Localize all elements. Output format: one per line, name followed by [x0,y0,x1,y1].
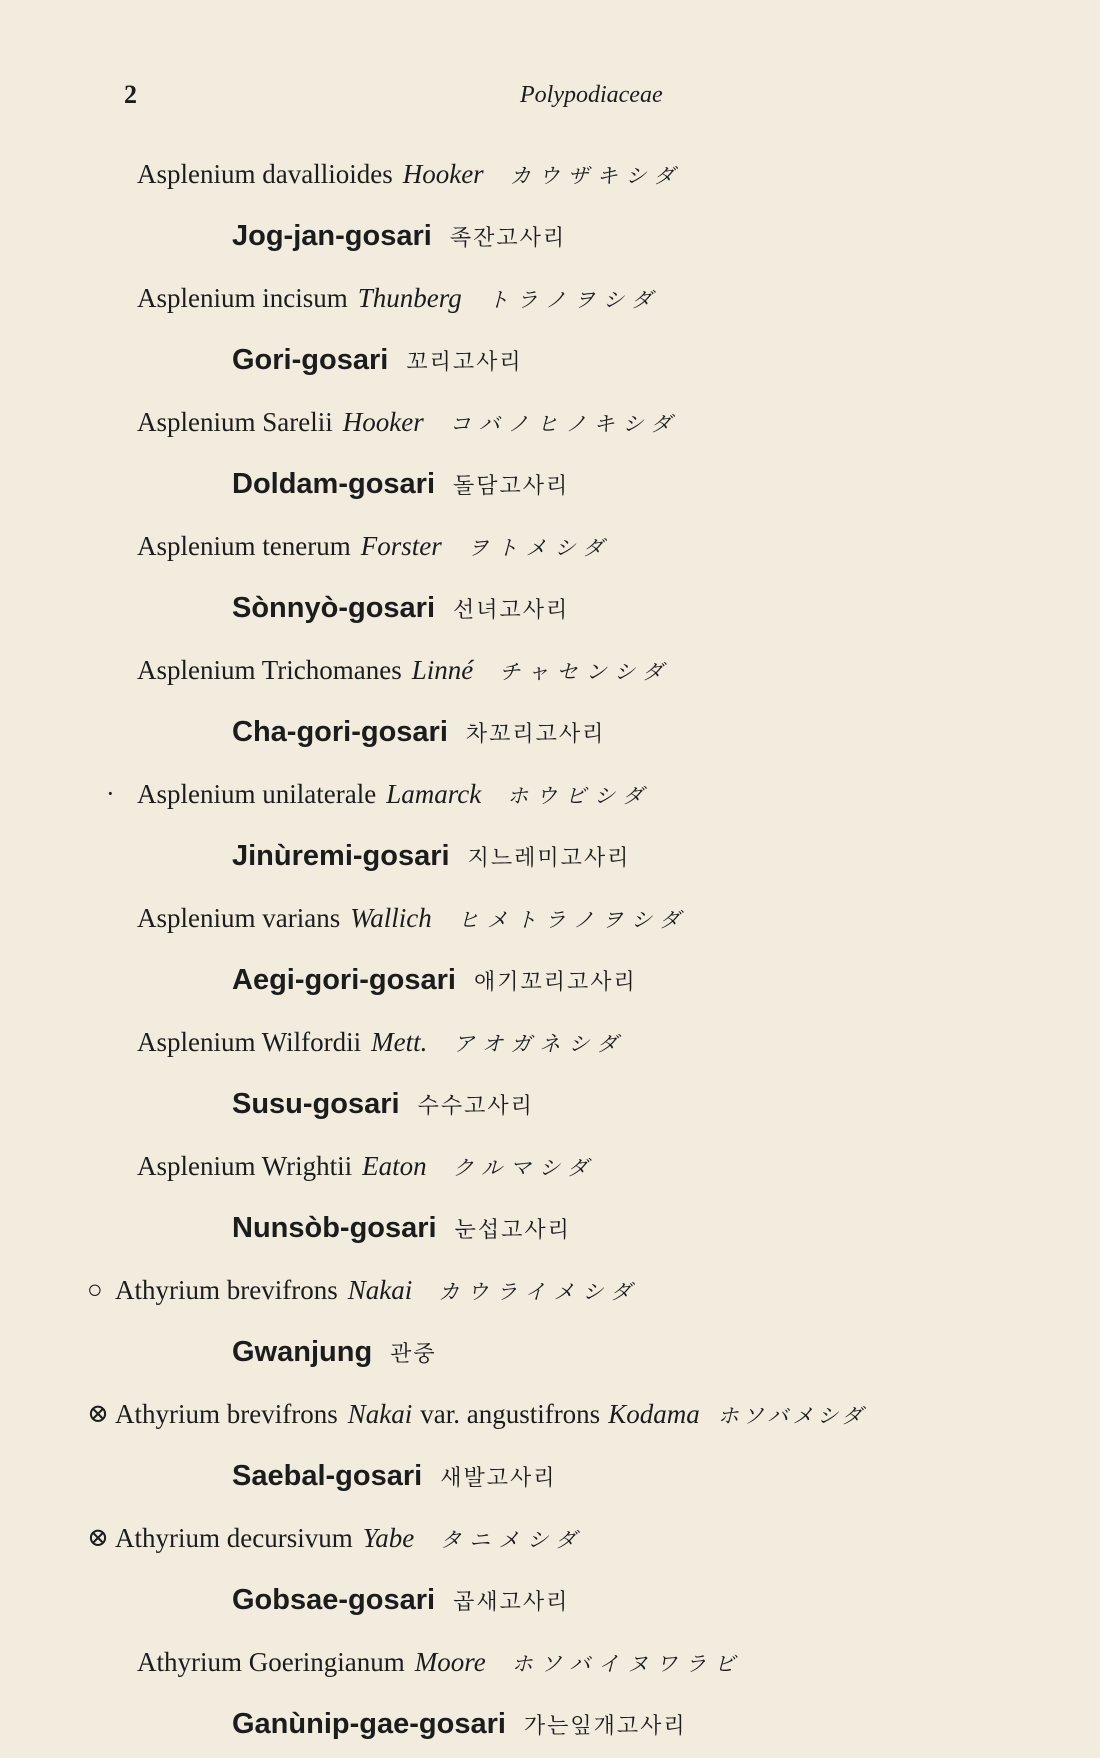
genus-species: Asplenium Trichomanes [137,655,402,685]
author-name: Nakai [347,1275,413,1305]
korean-name-line [0,825,1100,887]
scientific-name-line [0,143,1100,205]
korean-romanized: Nunsòb-gosari [232,1212,437,1244]
korean-romanized: Gwanjung [232,1336,373,1368]
korean-hangul: 가는잎개고사리 [523,1714,687,1739]
author-name: Thunberg [357,283,462,313]
author-name: Hooker [402,159,484,189]
korean-romanized: Sònnyò-gosari [232,592,436,624]
korean-romanized: Ganùnip-gae-gosari [232,1708,506,1740]
scientific-name-line [0,1383,1100,1445]
korean-name-line [0,1693,1100,1755]
species-entry [0,1135,1100,1259]
korean-romanized: Doldam-gosari [232,468,436,500]
korean-romanized: Jog-jan-gosari [232,220,432,252]
variety-author: Kodama [608,1399,700,1429]
scientific-name-line [0,1507,1100,1569]
species-entry [0,763,1100,887]
korean-hangul: 족잔고사리 [449,226,567,251]
japanese-name: カウライメシダ [438,1280,640,1304]
japanese-name: カウザキシダ [509,164,683,188]
entry-marker: ⊗ [87,1523,109,1552]
genus-species: Athyrium brevifrons [115,1275,338,1305]
korean-romanized: Gobsae-gosari [232,1584,436,1616]
genus-species: Asplenium tenerum [137,531,351,561]
author-name: Linné [411,655,474,685]
korean-hangul: 애기꼬리고사리 [473,970,637,995]
scientific-name-line [0,1259,1100,1321]
scientific-name-line [0,639,1100,701]
korean-name-line [0,701,1100,763]
korean-name-line [0,453,1100,515]
author-name: Wallich [350,903,432,933]
species-entry [0,267,1100,391]
species-entry [0,1383,1100,1507]
genus-species: Athyrium brevifrons [115,1399,338,1429]
author-name: Lamarck [386,779,482,809]
korean-hangul: 꼬리고사리 [406,350,523,375]
scientific-name-line [0,763,1100,825]
japanese-name: ヲトメシダ [467,536,612,560]
japanese-name: チャセンシダ [499,660,672,684]
japanese-name: ホソバメシダ [717,1404,867,1428]
japanese-name: アオガネシダ [453,1032,626,1056]
japanese-name: トラノヲシダ [487,288,661,312]
japanese-name: コバノヒノキシダ [449,412,680,436]
genus-species: Asplenium Wrightii [137,1151,353,1181]
species-entry [0,1507,1100,1631]
korean-name-line [0,1445,1100,1507]
korean-romanized: Saebal-gosari [232,1460,423,1492]
entry-marker: · [106,779,115,808]
variety-name: var. angustifrons [420,1399,601,1429]
genus-species: Athyrium Goeringianum [137,1647,405,1677]
korean-hangul: 새발고사리 [440,1466,557,1491]
scientific-name-line [0,887,1100,949]
korean-romanized: Jinùremi-gosari [232,840,450,872]
korean-name-line [0,1321,1100,1383]
author-name: Moore [414,1647,486,1677]
scientific-name-line [0,267,1100,329]
korean-hangul: 수수고사리 [417,1094,534,1119]
korean-name-line [0,205,1100,267]
species-list [0,143,1100,1755]
scientific-name-line [0,391,1100,453]
japanese-name: タニメシダ [440,1528,585,1552]
species-entry [0,1259,1100,1383]
korean-name-line [0,949,1100,1011]
korean-hangul: 차꼬리고사리 [465,722,606,747]
author-name: Nakai [347,1399,413,1429]
species-entry [0,887,1100,1011]
scientific-name-line [0,1631,1100,1693]
korean-hangul: 지느레미고사리 [467,846,631,871]
korean-name-line [0,1073,1100,1135]
korean-hangul: 곱새고사리 [453,1590,570,1615]
korean-hangul: 돌담고사리 [453,474,570,499]
korean-hangul: 눈섭고사리 [454,1218,571,1243]
japanese-name: ホソバイヌワラビ [511,1652,744,1676]
species-entry [0,391,1100,515]
japanese-name: ヒメトラノヲシダ [457,908,689,932]
scientific-name-line [0,1011,1100,1073]
korean-romanized: Aegi-gori-gosari [232,964,456,996]
japanese-name: クルマシダ [452,1156,597,1180]
author-name: Mett. [371,1027,428,1057]
japanese-name: ホウビシダ [507,784,652,808]
korean-romanized: Cha-gori-gosari [232,716,448,748]
genus-species: Asplenium davallioides [137,159,393,189]
species-entry [0,143,1100,267]
author-name: Hooker [342,407,424,437]
korean-hangul: 선녀고사리 [453,598,570,623]
korean-name-line [0,577,1100,639]
entry-marker: ⊗ [87,1399,109,1428]
korean-name-line [0,1197,1100,1259]
korean-name-line [0,329,1100,391]
author-name: Yabe [362,1523,415,1553]
korean-name-line [0,1569,1100,1631]
species-entry [0,1631,1100,1755]
genus-species: Asplenium Sarelii [137,407,333,437]
korean-romanized: Susu-gosari [232,1088,400,1120]
genus-species: Athyrium decursivum [115,1523,353,1553]
species-entry [0,639,1100,763]
korean-hangul: 관중 [390,1342,437,1367]
korean-romanized: Gori-gosari [232,344,389,376]
author-name: Eaton [362,1151,427,1181]
scientific-name-line [0,1135,1100,1197]
scientific-name-line [0,515,1100,577]
genus-species: Asplenium varians [137,903,341,933]
page-number: 2 [124,80,137,109]
genus-species: Asplenium Wilfordii [137,1027,362,1057]
running-head: Polypodiaceae [520,82,663,108]
species-entry [0,515,1100,639]
author-name: Forster [360,531,442,561]
genus-species: Asplenium unilaterale [137,779,377,809]
species-entry [0,1011,1100,1135]
genus-species: Asplenium incisum [137,283,348,313]
entry-marker: ○ [87,1275,103,1304]
